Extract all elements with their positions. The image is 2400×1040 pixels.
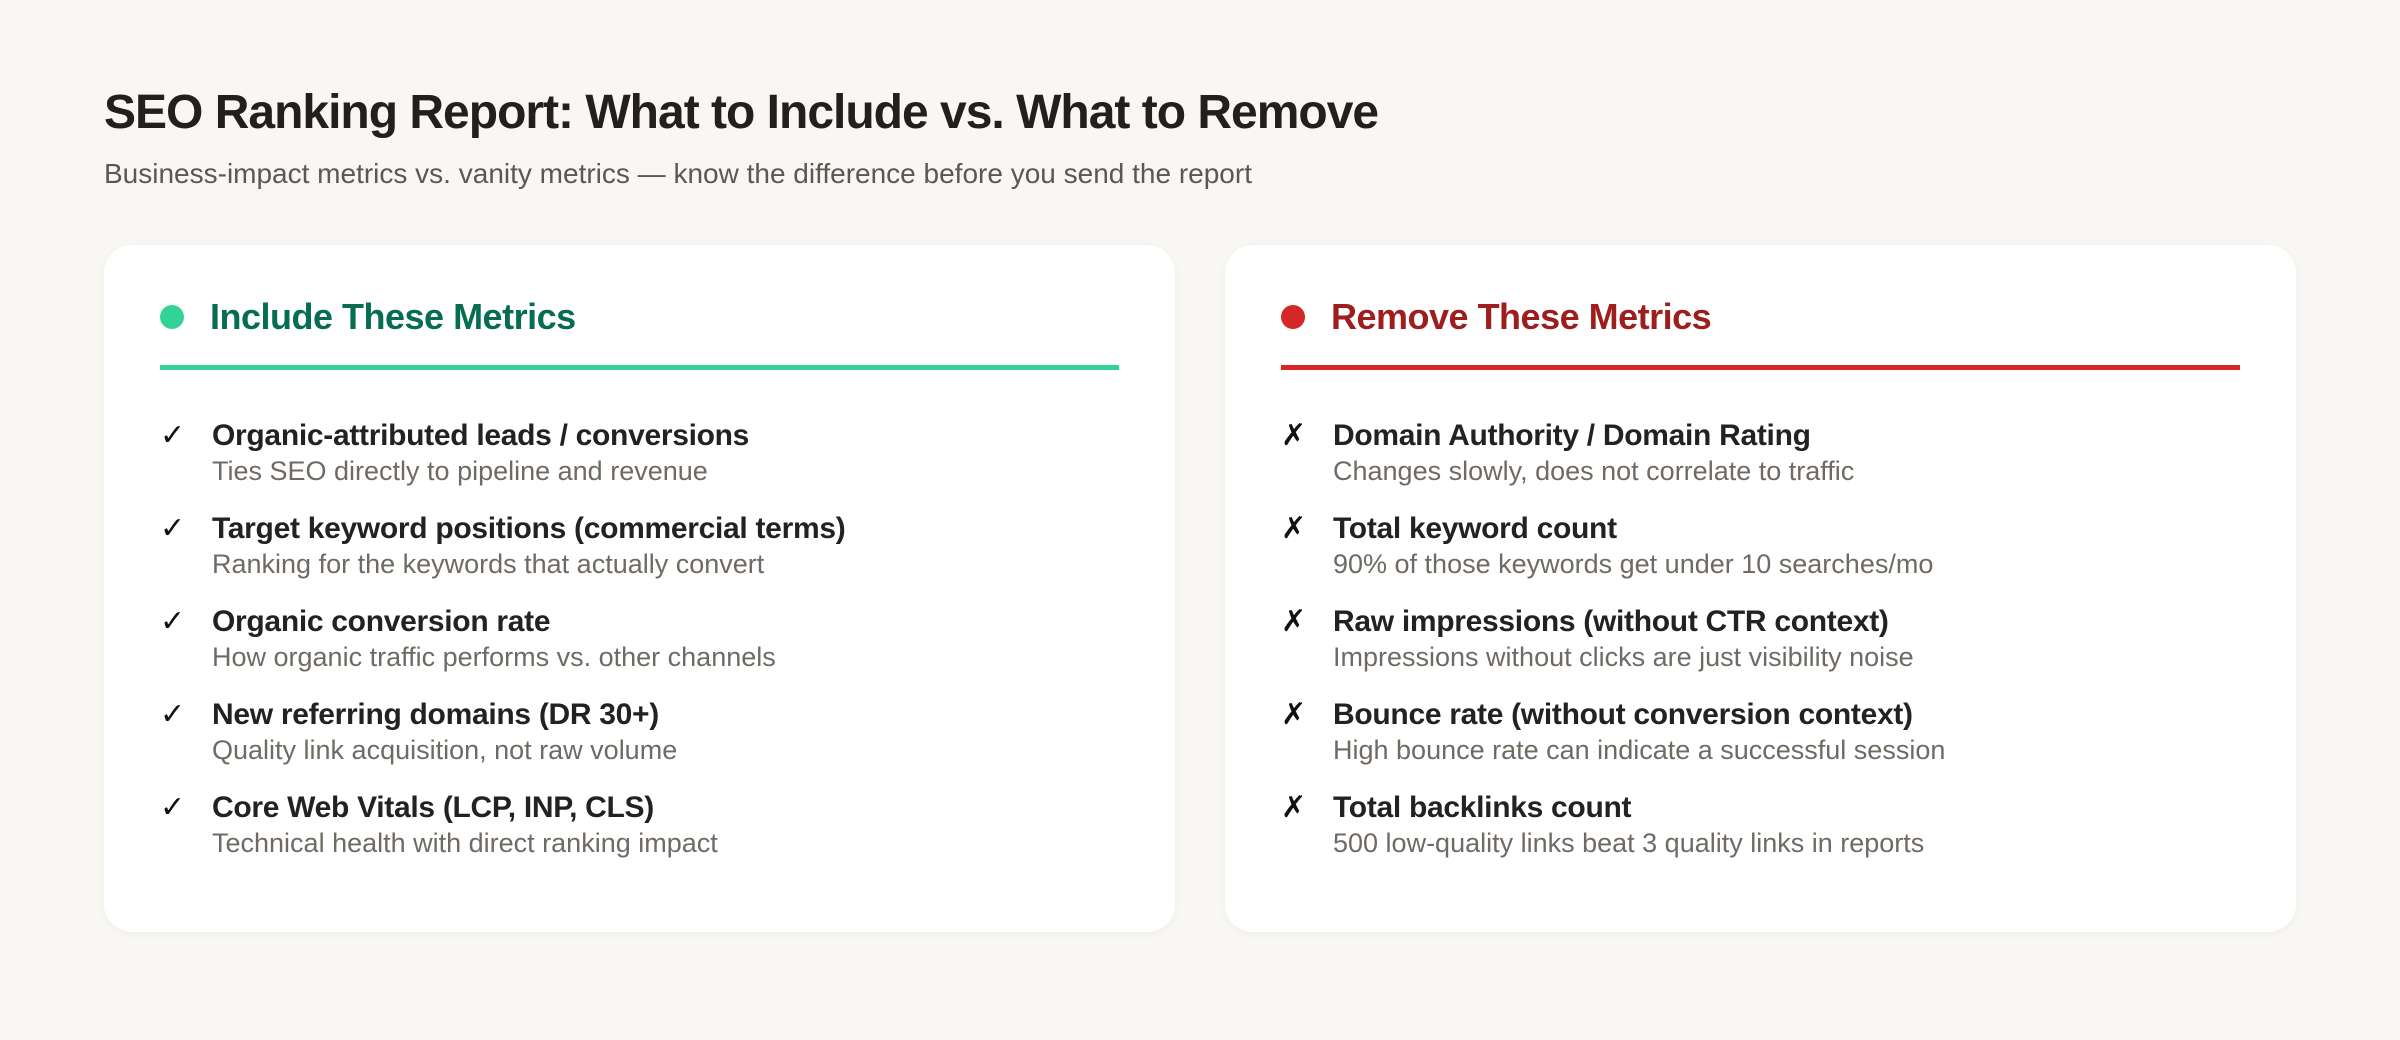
metric-description: Changes slowly, does not correlate to traffic bbox=[1333, 455, 1855, 486]
remove-card-header bbox=[1281, 295, 2240, 339]
include-card bbox=[104, 245, 1175, 932]
metric-title: Target keyword positions (commercial terms) bbox=[212, 511, 846, 545]
list-item bbox=[1281, 418, 2240, 488]
remove-card-title: Remove These Metrics bbox=[1331, 295, 1712, 337]
metric-title: Bounce rate (without conversion context) bbox=[1333, 697, 1913, 731]
page-header bbox=[104, 86, 2296, 191]
metric-title: Organic conversion rate bbox=[212, 604, 551, 638]
list-item bbox=[1281, 604, 2240, 674]
red-dot-icon bbox=[1281, 305, 1305, 329]
green-dot-icon bbox=[160, 305, 184, 329]
x-mark-icon: ✗ bbox=[1281, 511, 1307, 545]
metric-text bbox=[1333, 790, 2240, 860]
x-mark-icon: ✗ bbox=[1281, 604, 1307, 638]
metric-description: How organic traffic performs vs. other channels bbox=[212, 641, 776, 672]
include-card-header bbox=[160, 295, 1119, 339]
metric-text bbox=[1333, 418, 2240, 488]
metric-description: Ties SEO directly to pipeline and revenue bbox=[212, 455, 708, 486]
list-item bbox=[160, 418, 1119, 488]
comparison-cards bbox=[104, 245, 2296, 932]
metric-title: Core Web Vitals (LCP, INP, CLS) bbox=[212, 790, 654, 824]
metric-description: 500 low-quality links beat 3 quality links in reports bbox=[1333, 827, 1925, 858]
metric-text bbox=[1333, 511, 2240, 581]
include-card-title: Include These Metrics bbox=[210, 295, 576, 337]
metric-text bbox=[1333, 697, 2240, 767]
list-item bbox=[1281, 790, 2240, 860]
metric-description: Impressions without clicks are just visibility noise bbox=[1333, 641, 1914, 672]
metric-title: New referring domains (DR 30+) bbox=[212, 697, 659, 731]
x-mark-icon: ✗ bbox=[1281, 418, 1307, 452]
x-mark-icon: ✗ bbox=[1281, 697, 1307, 731]
metric-text bbox=[212, 511, 1119, 581]
check-icon: ✓ bbox=[160, 790, 186, 824]
check-icon: ✓ bbox=[160, 697, 186, 731]
page-subtitle: Business-impact metrics vs. vanity metrics — know the difference before you send the report bbox=[104, 157, 1252, 189]
metric-description: Quality link acquisition, not raw volume bbox=[212, 734, 678, 765]
metric-title: Domain Authority / Domain Rating bbox=[1333, 418, 1811, 452]
metric-text bbox=[212, 604, 1119, 674]
metric-text bbox=[212, 697, 1119, 767]
list-item bbox=[160, 604, 1119, 674]
list-item bbox=[160, 697, 1119, 767]
list-item bbox=[1281, 697, 2240, 767]
remove-card bbox=[1225, 245, 2296, 932]
metric-title: Total keyword count bbox=[1333, 511, 1617, 545]
include-divider bbox=[160, 365, 1119, 370]
metric-text bbox=[212, 790, 1119, 860]
page-title: SEO Ranking Report: What to Include vs. What to Remove bbox=[104, 86, 1379, 139]
remove-divider bbox=[1281, 365, 2240, 370]
metric-text bbox=[212, 418, 1119, 488]
include-metric-list bbox=[160, 418, 1119, 860]
metric-description: Ranking for the keywords that actually convert bbox=[212, 548, 765, 579]
list-item bbox=[1281, 511, 2240, 581]
metric-description: High bounce rate can indicate a successful session bbox=[1333, 734, 1946, 765]
check-icon: ✓ bbox=[160, 511, 186, 545]
check-icon: ✓ bbox=[160, 604, 186, 638]
metric-title: Raw impressions (without CTR context) bbox=[1333, 604, 1889, 638]
metric-title: Organic-attributed leads / conversions bbox=[212, 418, 750, 452]
metric-description: Technical health with direct ranking impact bbox=[212, 827, 718, 858]
list-item bbox=[160, 790, 1119, 860]
check-icon: ✓ bbox=[160, 418, 186, 452]
x-mark-icon: ✗ bbox=[1281, 790, 1307, 824]
metric-text bbox=[1333, 604, 2240, 674]
remove-metric-list bbox=[1281, 418, 2240, 860]
list-item bbox=[160, 511, 1119, 581]
metric-title: Total backlinks count bbox=[1333, 790, 1632, 824]
metric-description: 90% of those keywords get under 10 searches/mo bbox=[1333, 548, 1934, 579]
